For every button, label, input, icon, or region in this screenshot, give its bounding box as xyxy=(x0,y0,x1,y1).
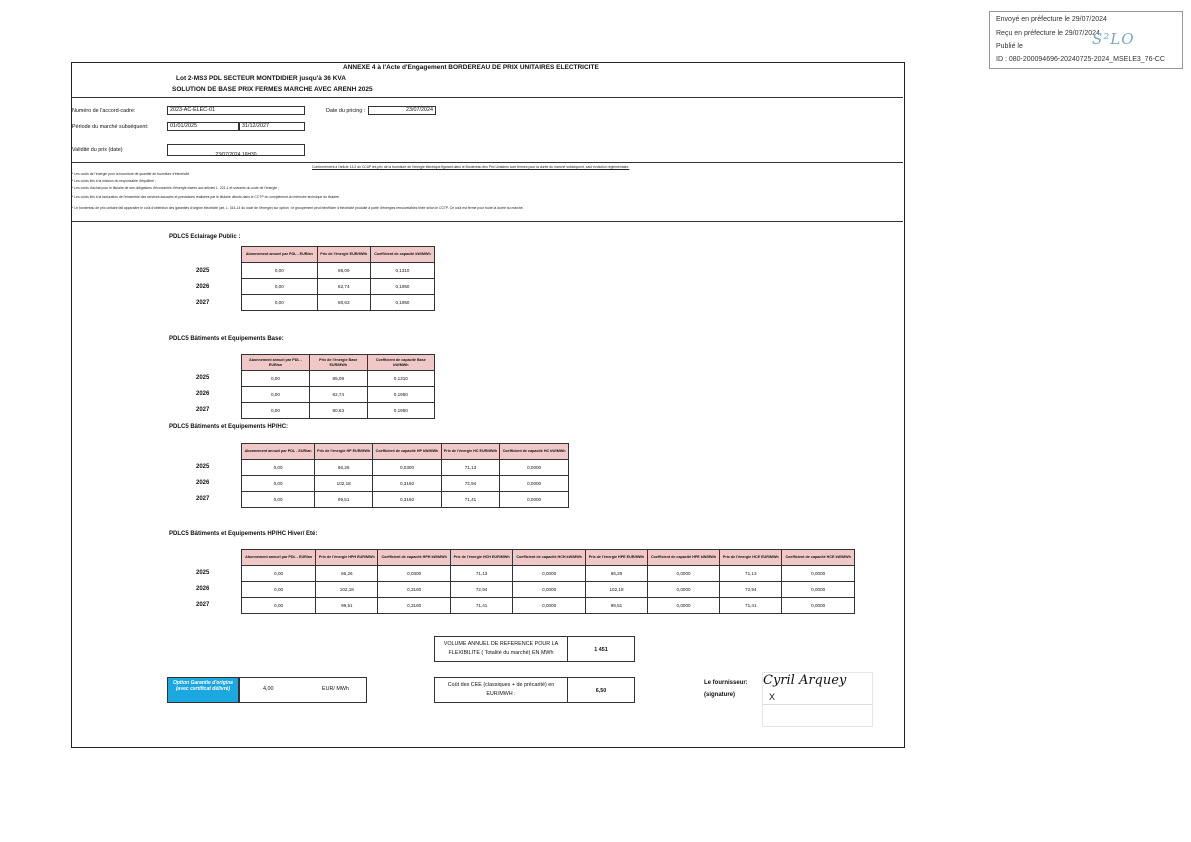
column-header: Prix de l'énergie HPE EUR/MWh xyxy=(586,550,648,566)
column-header: Coefficient de capacité HPH kW/MWh xyxy=(378,550,451,566)
signature-x-mark: X xyxy=(769,692,776,702)
price-table-eclairage xyxy=(241,246,435,311)
column-header: Prix de l'énergie HCH EUR/MWh xyxy=(450,550,512,566)
period-start-field[interactable]: 01/01/2025 xyxy=(167,122,239,131)
table-cell: 0,1950 xyxy=(367,387,434,403)
table-cell: 0,00 xyxy=(242,263,318,279)
year-label: 2025 xyxy=(196,375,210,381)
cee-value: 6,50 xyxy=(567,677,635,703)
table-cell: 0,00 xyxy=(242,371,310,387)
column-header: Prix de l'énergie HC EUR/MWh xyxy=(441,444,499,460)
table-cell: 0,3160 xyxy=(373,476,441,492)
year-label: 2027 xyxy=(196,496,210,502)
column-header: Coefficient de capacité HPE kW/MWh xyxy=(647,550,719,566)
volume-label: VOLUME ANNUEL DE REFERENCE POUR LA FLEXIBILITE ( Totalité du marché) EN MWh xyxy=(434,636,568,662)
table-cell: 0,0000 xyxy=(647,582,719,598)
table-cell: 102,18 xyxy=(316,582,378,598)
table-cell: 0,0000 xyxy=(513,598,586,614)
column-header: Coefficient de capacité kW/MWh xyxy=(370,247,434,263)
period-end-field[interactable]: 31/12/2027 xyxy=(239,122,305,131)
pricing-date-field[interactable]: 23/07/2024 xyxy=(368,106,436,115)
note-line: * Les coûts de l'énergie pour la fourniture de quantité de fourniture d'électricité. xyxy=(72,172,191,176)
period-label: Période du marché subséquent: xyxy=(72,124,149,130)
table-cell: 71,13 xyxy=(450,566,512,582)
column-header: Coefficient de capacité HCE kW/MWh xyxy=(782,550,855,566)
table-cell: 0,1950 xyxy=(370,279,434,295)
table-cell: 80,63 xyxy=(309,403,367,419)
table-cell: 0,0300 xyxy=(373,460,441,476)
table-cell: 0,00 xyxy=(242,492,315,508)
table-cell: 71,41 xyxy=(441,492,499,508)
table-cell: 0,0300 xyxy=(378,566,451,582)
volume-value: 1 451 xyxy=(567,636,635,662)
note-line: * Les coûts d'achat pour le titulaire de ses obligations d'économies d'énergie visées aux articles L. 221-1 et suivants du code de l'énergie ; xyxy=(72,186,279,190)
stamp-published: Publié le xyxy=(996,43,1023,50)
year-label: 2026 xyxy=(196,391,210,397)
conformity-note: Conformément à l'article 13.2 du CCAP les prix de la fourniture de l'énergie électrique figurant dans le Bordereau des Prix Unitaires sont fermes pour la durée du marché subséquent, sauf évolution réglementaire. xyxy=(312,165,630,169)
year-label: 2026 xyxy=(196,586,210,592)
note-line: * Les coûts liés à la facturation de l'ensemble des services associés et prestations réalisées par le titulaire décrits dans le CCTP en complément du mémoire technique du titulaire. xyxy=(72,195,340,199)
table-cell: 99,51 xyxy=(315,492,373,508)
stamp-received: Reçu en préfecture le 29/07/2024 xyxy=(996,30,1100,37)
table-cell: 0,00 xyxy=(242,387,310,403)
solution-title: SOLUTION DE BASE PRIX FERMES MARCHE AVEC ARENH 2025 xyxy=(172,86,373,93)
column-header: Abonnement annuel par PDL - EUR/an xyxy=(242,550,316,566)
year-label: 2027 xyxy=(196,602,210,608)
table-cell: 0,0000 xyxy=(513,582,586,598)
section-title-hphc: PDLC5 Bâtiments et Equipements HP/HC: xyxy=(169,424,289,430)
table-cell: 0,0000 xyxy=(782,582,855,598)
column-header: Coefficient de capacité HCH kW/MWh xyxy=(513,550,586,566)
table-cell: 0,1950 xyxy=(367,403,434,419)
table-cell: 0,3160 xyxy=(378,598,451,614)
column-header: Prix de l'énergie HCE EUR/MWh xyxy=(720,550,782,566)
option-guarantee-value: 4,00 xyxy=(263,686,274,692)
column-header: Coefficient de capacité Base kW/MWh xyxy=(367,355,434,371)
year-label: 2025 xyxy=(196,268,210,274)
table-cell: 0,00 xyxy=(242,566,316,582)
table-cell: 0,00 xyxy=(242,582,316,598)
pricing-label: Date du pricing : xyxy=(326,108,366,114)
table-cell: 71,13 xyxy=(441,460,499,476)
year-label: 2026 xyxy=(196,480,210,486)
table-cell: 66,26 xyxy=(586,566,648,582)
supplier-label: Le fournisseur: xyxy=(704,680,748,686)
divider xyxy=(71,97,903,98)
column-header: Coefficient de capacité HP kW/MWh xyxy=(373,444,441,460)
table-cell: 82,74 xyxy=(317,279,370,295)
accord-field[interactable]: 2023-AC-ELEC-01 xyxy=(167,106,305,115)
table-cell: 85,09 xyxy=(309,371,367,387)
table-cell: 85,09 xyxy=(317,263,370,279)
stamp-sent: Envoyé en préfecture le 29/07/2024 xyxy=(996,16,1107,23)
table-cell: 0,00 xyxy=(242,598,316,614)
table-cell: 0,0000 xyxy=(782,566,855,582)
table-cell: 102,18 xyxy=(586,582,648,598)
table-cell: 0,1310 xyxy=(367,371,434,387)
signature-box[interactable] xyxy=(762,672,873,727)
column-header: Abonnement annuel par PDL - EUR/an xyxy=(242,444,315,460)
year-label: 2025 xyxy=(196,464,210,470)
column-header: Abonnement annuel par PDL - EUR/an xyxy=(242,355,310,371)
table-cell: 0,1310 xyxy=(370,263,434,279)
table-cell: 0,3160 xyxy=(378,582,451,598)
price-table-hphc xyxy=(241,443,569,508)
section-title-eclairage: PDLC5 Eclairage Public : xyxy=(169,234,241,240)
table-cell: 0,00 xyxy=(242,476,315,492)
price-table-hphc-season xyxy=(241,549,855,614)
cee-label: Coût des CEE (classiques + de précarité) en EUR/MWH : xyxy=(434,677,568,703)
table-cell: 71,41 xyxy=(720,598,782,614)
table-cell: 0,1950 xyxy=(370,295,434,311)
note-line: * Le bordereau de prix unitaire fait apparaître le coût d'obtention des garanties d'origine électricité (art. L. 314-14 du code de l'énergie) sur option : le groupement peut bénéficier d'électricité produite à partir d'énergies renouvelables fixée selon le CCTP. Ce coût est ferme pour toute la durée du marché. xyxy=(72,206,524,210)
section-title-hphc-season: PDLC5 Bâtiments et Equipements HP/HC Hiver/ Eté: xyxy=(169,531,318,537)
table-cell: 80,63 xyxy=(317,295,370,311)
signature-label: (signature) xyxy=(704,692,736,698)
table-cell: 0,0000 xyxy=(647,598,719,614)
column-header: Coefficient de capacité HC kW/MWh xyxy=(500,444,569,460)
section-title-base: PDLC5 Bâtiments et Equipements Base: xyxy=(169,336,284,342)
table-cell: 0,0000 xyxy=(500,460,569,476)
table-cell: 0,0000 xyxy=(500,476,569,492)
column-header: Prix de l'énergie EUR/MWh xyxy=(317,247,370,263)
table-cell: 66,26 xyxy=(316,566,378,582)
accord-label: Numéro de l'accord-cadre: xyxy=(72,108,136,114)
table-cell: 72,94 xyxy=(720,582,782,598)
table-cell: 0,3160 xyxy=(373,492,441,508)
validity-field[interactable]: 23/07/2024 16H30 xyxy=(167,144,305,156)
table-cell: 102,18 xyxy=(315,476,373,492)
column-header: Prix de l'énergie HP EUR/MWh xyxy=(315,444,373,460)
signature-line xyxy=(763,704,872,705)
price-table-base xyxy=(241,354,435,419)
note-line: * Les coûts liés à la mission du responsable d'équilibre ; xyxy=(72,179,156,183)
column-header: Abonnement annuel par PDL - EUR/an xyxy=(242,247,318,263)
table-cell: 82,74 xyxy=(309,387,367,403)
prefecture-stamp xyxy=(989,11,1183,69)
table-cell: 0,00 xyxy=(242,279,318,295)
column-header: Prix de l'énergie Base EUR/MWh xyxy=(309,355,367,371)
table-cell: 0,00 xyxy=(242,403,310,419)
table-cell: 66,26 xyxy=(315,460,373,476)
slo-logo: S²LO xyxy=(1092,30,1135,48)
table-cell: 0,0000 xyxy=(782,598,855,614)
table-cell: 99,51 xyxy=(586,598,648,614)
table-cell: 99,51 xyxy=(316,598,378,614)
annex-title: ANNEXE 4 à l'Acte d'Engagement BORDEREAU DE PRIX UNITAIRES ELECTRICITE xyxy=(343,64,599,71)
year-label: 2027 xyxy=(196,300,210,306)
table-cell: 71,13 xyxy=(720,566,782,582)
table-cell: 71,41 xyxy=(450,598,512,614)
option-guarantee-label: Option Garantie d'origine (avec certificat délivré) xyxy=(167,677,239,703)
year-label: 2025 xyxy=(196,570,210,576)
table-cell: 0,00 xyxy=(242,295,318,311)
table-cell: 0,0000 xyxy=(647,566,719,582)
table-cell: 0,0000 xyxy=(500,492,569,508)
year-label: 2026 xyxy=(196,284,210,290)
divider xyxy=(71,221,903,222)
signature: Cyril Arquey xyxy=(763,673,847,688)
divider xyxy=(71,162,903,163)
table-cell: 72,94 xyxy=(441,476,499,492)
validity-label: Validité du prix (date) xyxy=(72,147,123,153)
column-header: Prix de l'énergie HPH EUR/MWh xyxy=(316,550,378,566)
year-label: 2027 xyxy=(196,407,210,413)
table-cell: 72,94 xyxy=(450,582,512,598)
option-guarantee-unit: EUR/ MWh xyxy=(322,686,349,692)
stamp-id: ID : 080-200094696-20240725-2024_MSELE3_76-CC xyxy=(996,56,1165,63)
table-cell: 0,0000 xyxy=(513,566,586,582)
table-cell: 0,00 xyxy=(242,460,315,476)
lot-title: Lot 2-MS3 PDL SECTEUR MONTDIDIER jusqu'à 36 KVA xyxy=(176,75,346,82)
